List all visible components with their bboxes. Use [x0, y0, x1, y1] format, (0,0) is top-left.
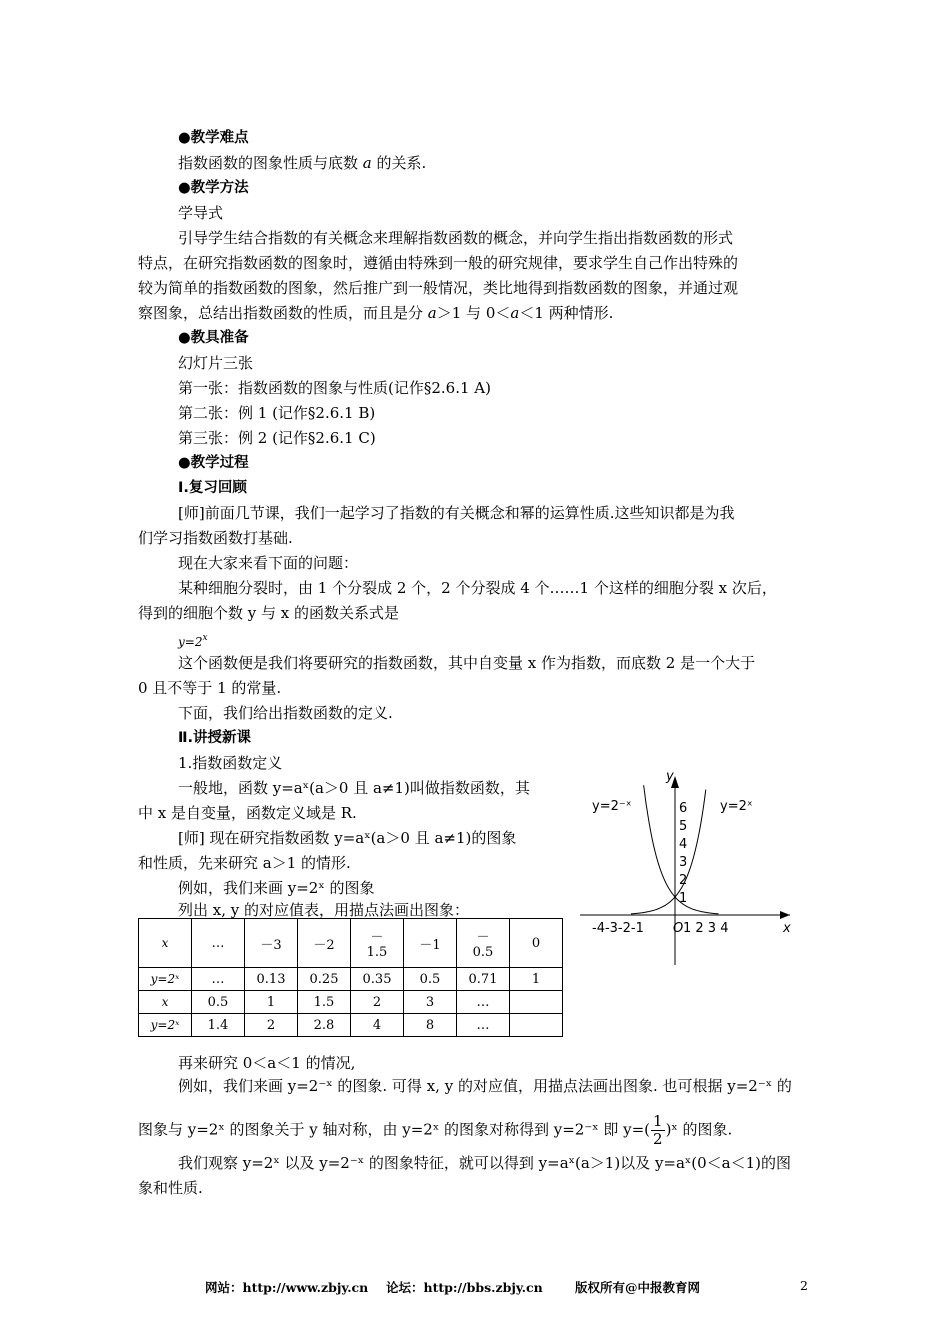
- origin-label: O: [673, 921, 684, 936]
- definition-line: 一般地，函数 y=aˣ(a＞0 且 a≠1)叫做指数函数，其: [178, 779, 530, 797]
- method-name: 学导式: [178, 204, 224, 222]
- review-paragraph-line: 得到的细胞个数 y 与 x 的函数关系式是: [138, 604, 400, 622]
- difficulty-text: 指数函数的图象性质与底数 a 的关系.: [178, 154, 427, 172]
- table-cell: …: [457, 1014, 510, 1037]
- definition-line: 和性质，先来研究 a＞1 的情形.: [138, 854, 351, 872]
- y-tick-label: 6: [679, 801, 688, 816]
- table-cell: y=2ˣ: [139, 968, 192, 991]
- process-heading: ●教学过程: [178, 455, 249, 471]
- table-cell: [510, 1014, 563, 1037]
- review-paragraph-line: [师]前面几节课，我们一起学习了指数的有关概念和幂的运算性质.这些知识都是为我: [178, 504, 735, 522]
- table-cell: 2: [351, 991, 404, 1014]
- table-cell: 4: [351, 1014, 404, 1037]
- table-cell: 2: [245, 1014, 298, 1037]
- table-cell: 1.4: [192, 1014, 245, 1037]
- table-row: [139, 1014, 563, 1037]
- review-paragraph-line: 0 且不等于 1 的常量.: [138, 679, 282, 697]
- value-table: [138, 918, 563, 1037]
- tools-item: 第一张：指数函数的图象与性质(记作§2.6.1 A): [178, 379, 491, 397]
- definition-line: 例如，我们来画 y=2ˣ 的图象: [178, 879, 375, 897]
- table-cell: 3: [404, 991, 457, 1014]
- table-cell: [510, 991, 563, 1014]
- table-cell: 2.8: [298, 1014, 351, 1037]
- method-paragraph-line: 特点，在研究指数函数的图象时，遵循由特殊到一般的研究规律，要求学生自己作出特殊的: [138, 254, 739, 272]
- method-paragraph-line: 察图象，总结出指数函数的性质，而且是分 a＞1 与 0＜a＜1 两种情形.: [138, 304, 614, 322]
- table-cell: 0.13: [245, 968, 298, 991]
- table-cell: 0.5: [192, 991, 245, 1014]
- curve-2-pow-x: [631, 790, 706, 914]
- curve-label-right: y=2ˣ: [720, 799, 753, 814]
- footer-site-link[interactable]: 网站：http://www.zbjy.cn: [205, 1280, 369, 1295]
- table-cell: …: [192, 968, 245, 991]
- footer-forum-link[interactable]: 论坛：http://bbs.zbjy.cn: [386, 1280, 543, 1295]
- review-heading: Ⅰ.复习回顾: [178, 480, 247, 496]
- table-cell: 0.5: [404, 968, 457, 991]
- table-cell: 1: [245, 991, 298, 1014]
- table-cell: 0.35: [351, 968, 404, 991]
- curve-label-left: y=2⁻ˣ: [592, 799, 632, 814]
- table-cell: －2: [298, 919, 351, 968]
- table-cell: －3: [245, 919, 298, 968]
- x-ticks-positive: 1 2 3 4: [683, 921, 729, 936]
- table-cell: －1: [404, 919, 457, 968]
- difficulty-heading: ●教学难点: [178, 130, 249, 146]
- x-axis-arrow: [780, 911, 790, 919]
- table-cell: 1.5: [298, 991, 351, 1014]
- review-paragraph-line: 这个函数便是我们将要研究的指数函数，其中自变量 x 作为指数，而底数 2 是一个大于: [178, 654, 756, 672]
- tools-heading: ●教具准备: [178, 330, 249, 346]
- after-line: 再来研究 0＜a＜1 的情况,: [178, 1054, 356, 1072]
- table-cell: － 0.5: [457, 919, 510, 968]
- table-cell: 0.71: [457, 968, 510, 991]
- y-tick-label: 1: [679, 891, 688, 906]
- table-cell: x: [139, 919, 192, 968]
- after-line: 例如，我们来画 y=2⁻ˣ 的图象. 可得 x, y 的对应值，用描点法画出图象. 也可根据 y=2⁻ˣ 的: [178, 1077, 792, 1095]
- method-paragraph-line: 较为简单的指数函数的图象，然后推广到一般情况，类比地得到指数函数的图象，并通过观: [138, 279, 739, 297]
- fraction-one-half: $\frac{1}{2}$: [653, 1112, 663, 1148]
- review-paragraph-line: 现在大家来看下面的问题：: [178, 554, 359, 572]
- definition-heading: 1.指数函数定义: [178, 754, 283, 772]
- definition-line: 列出 x, y 的对应值表，用描点法画出图象：: [178, 901, 470, 919]
- method-heading: ●教学方法: [178, 180, 249, 196]
- y-tick-label: 3: [679, 855, 688, 870]
- table-cell: 0: [510, 919, 563, 968]
- x-ticks-negative: -4-3-2-1: [592, 921, 644, 936]
- y-tick-label: 4: [679, 837, 688, 852]
- table-cell: x: [139, 991, 192, 1014]
- definition-line: 中 x 是自变量，函数定义域是 R.: [138, 804, 357, 822]
- exponential-graph: [580, 770, 800, 970]
- review-formula: $y=2^x$: [178, 633, 208, 649]
- review-paragraph-line: 下面，我们给出指数函数的定义.: [178, 704, 393, 722]
- y-axis-label: y: [666, 770, 674, 784]
- new-lesson-heading: Ⅱ.讲授新课: [178, 730, 252, 746]
- after-line: 我们观察 y=2ˣ 以及 y=2⁻ˣ 的图象特征，就可以得到 y=aˣ(a＞1)以及 y=aˣ(0＜a＜1)的图: [178, 1154, 792, 1172]
- page-number: 2: [800, 1278, 808, 1293]
- y-tick-label: 2: [679, 873, 688, 888]
- tools-item: 幻灯片三张: [178, 354, 254, 372]
- x-axis-label: x: [783, 921, 791, 936]
- review-paragraph-line: 们学习指数函数打基础.: [138, 529, 293, 547]
- after-line: 图象与 y=2ˣ 的图象关于 y 轴对称，由 y=2ˣ 的图象对称得到 y=2⁻ˣ 即 y=( $\frac{1}{2}$ )ˣ 的图象.: [138, 1112, 733, 1148]
- tools-item: 第三张：例 2 (记作§2.6.1 C): [178, 429, 376, 447]
- table-cell: 8: [404, 1014, 457, 1037]
- table-cell: …: [192, 919, 245, 968]
- table-row: [139, 991, 563, 1014]
- table-cell: …: [457, 991, 510, 1014]
- table-cell: － 1.5: [351, 919, 404, 968]
- after-line: 象和性质.: [138, 1179, 203, 1197]
- method-paragraph-line: 引导学生结合指数的有关概念来理解指数函数的概念，并向学生指出指数函数的形式: [178, 229, 734, 247]
- y-tick-label: 5: [679, 819, 688, 834]
- table-row: [139, 919, 563, 968]
- table-cell: y=2ˣ: [139, 1014, 192, 1037]
- definition-line: [师] 现在研究指数函数 y=aˣ(a＞0 且 a≠1)的图象: [178, 829, 517, 847]
- table-row: [139, 968, 563, 991]
- table-cell: 0.25: [298, 968, 351, 991]
- footer-copyright: 版权所有@中报教育网: [575, 1280, 701, 1295]
- review-paragraph-line: 某种细胞分裂时，由 1 个分裂成 2 个，2 个分裂成 4 个……1 个这样的细胞分裂 x 次后，: [178, 579, 777, 597]
- table-cell: 1: [510, 968, 563, 991]
- tools-item: 第二张：例 1 (记作§2.6.1 B): [178, 404, 376, 422]
